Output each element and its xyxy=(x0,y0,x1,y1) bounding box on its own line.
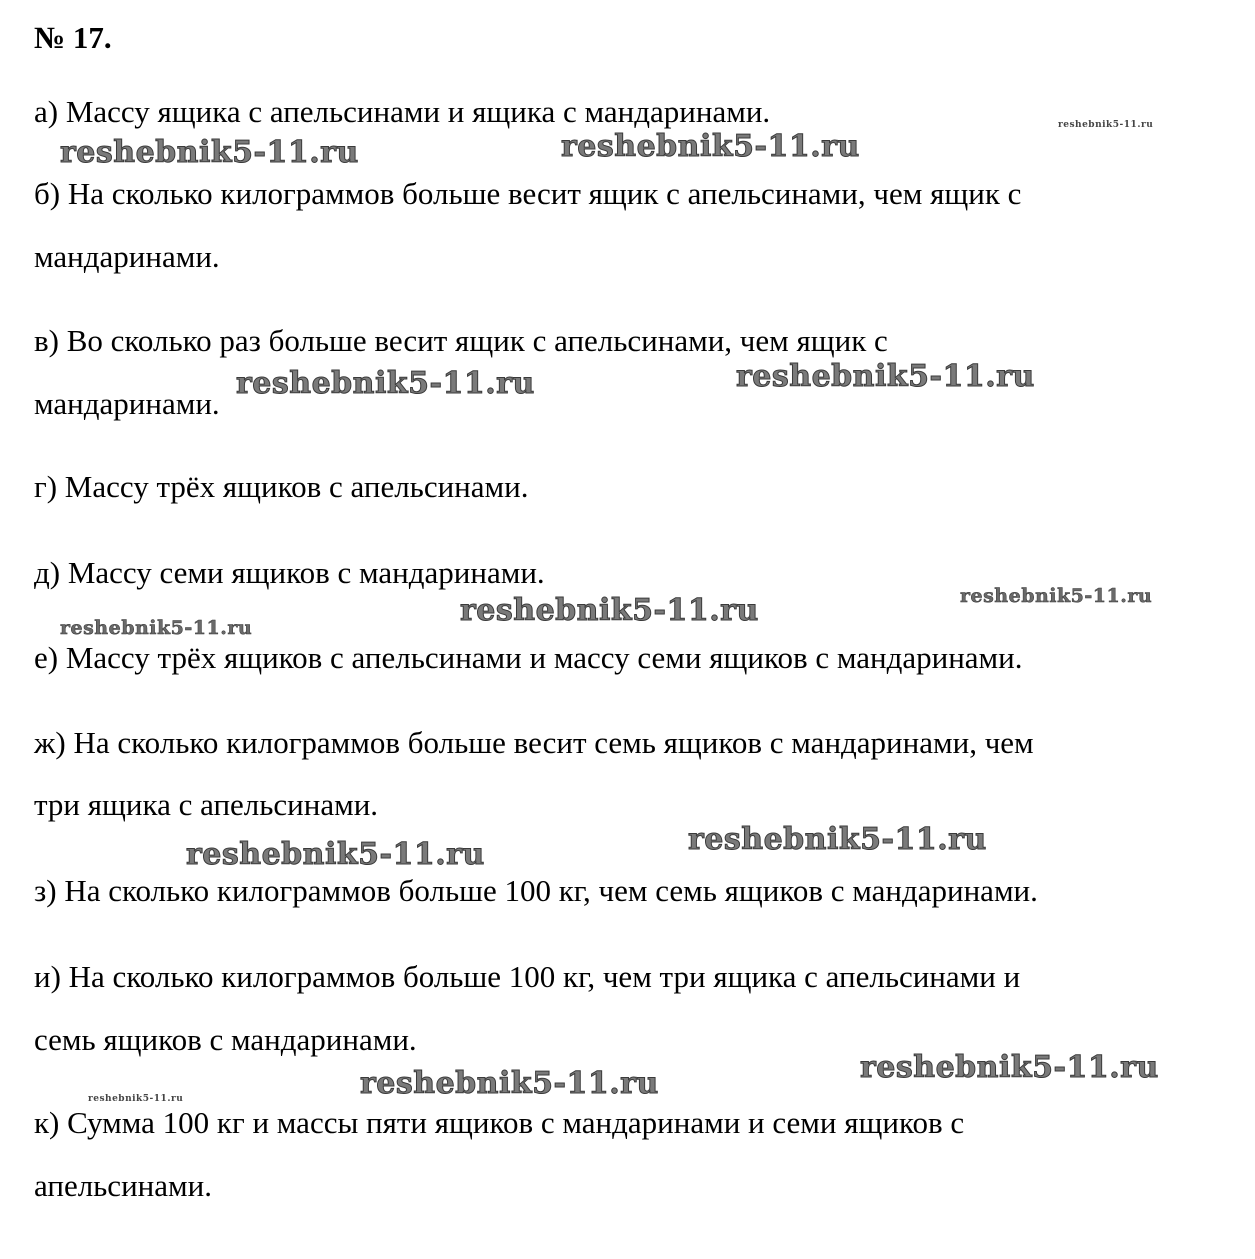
text-line-zh2: три ящика с апельсинами. xyxy=(34,787,379,822)
watermark: reshebnik5-11.ru xyxy=(1058,120,1154,130)
text-line-e: е) Массу трёх ящиков с апельсинами и массу семи ящиков с мандаринами. xyxy=(34,640,1023,675)
text-line-z: з) На сколько килограммов больше 100 кг, чем семь ящиков с мандаринами. xyxy=(34,873,1038,908)
text-line-g: г) Массу трёх ящиков с апельсинами. xyxy=(34,469,529,504)
watermark: reshebnik5-11.ru xyxy=(860,1050,1159,1085)
text-line-b1: б) На сколько килограммов больше весит ящик с апельсинами, чем ящик с xyxy=(34,176,1022,211)
watermark: reshebnik5-11.ru xyxy=(460,593,759,628)
watermark: reshebnik5-11.ru xyxy=(60,135,359,170)
watermark: reshebnik5-11.ru xyxy=(561,129,860,164)
task-heading: № 17. xyxy=(34,20,112,55)
watermark: reshebnik5-11.ru xyxy=(960,585,1153,607)
text-line-i2: семь ящиков с мандаринами. xyxy=(34,1022,417,1057)
text-line-a: а) Массу ящика с апельсинами и ящика с мандаринами. xyxy=(34,94,771,129)
text-line-v1: в) Во сколько раз больше весит ящик с апельсинами, чем ящик с xyxy=(34,323,888,358)
watermark: reshebnik5-11.ru xyxy=(186,837,485,872)
text-line-b2: мандаринами. xyxy=(34,239,220,274)
text-line-zh1: ж) На сколько килограммов больше весит семь ящиков с мандаринами, чем xyxy=(34,725,1034,760)
text-line-k2: апельсинами. xyxy=(34,1168,212,1203)
watermark: reshebnik5-11.ru xyxy=(360,1066,659,1101)
text-line-k1: к) Сумма 100 кг и массы пяти ящиков с мандаринами и семи ящиков с xyxy=(34,1105,965,1140)
text-line-v2: мандаринами. xyxy=(34,386,220,421)
watermark: reshebnik5-11.ru xyxy=(60,617,253,639)
watermark: reshebnik5-11.ru xyxy=(88,1094,184,1104)
text-line-d: д) Массу семи ящиков с мандаринами. xyxy=(34,555,545,590)
watermark: reshebnik5-11.ru xyxy=(236,366,535,401)
watermark: reshebnik5-11.ru xyxy=(736,359,1035,394)
watermark: reshebnik5-11.ru xyxy=(688,822,987,857)
text-line-i1: и) На сколько килограммов больше 100 кг, чем три ящика с апельсинами и xyxy=(34,959,1021,994)
